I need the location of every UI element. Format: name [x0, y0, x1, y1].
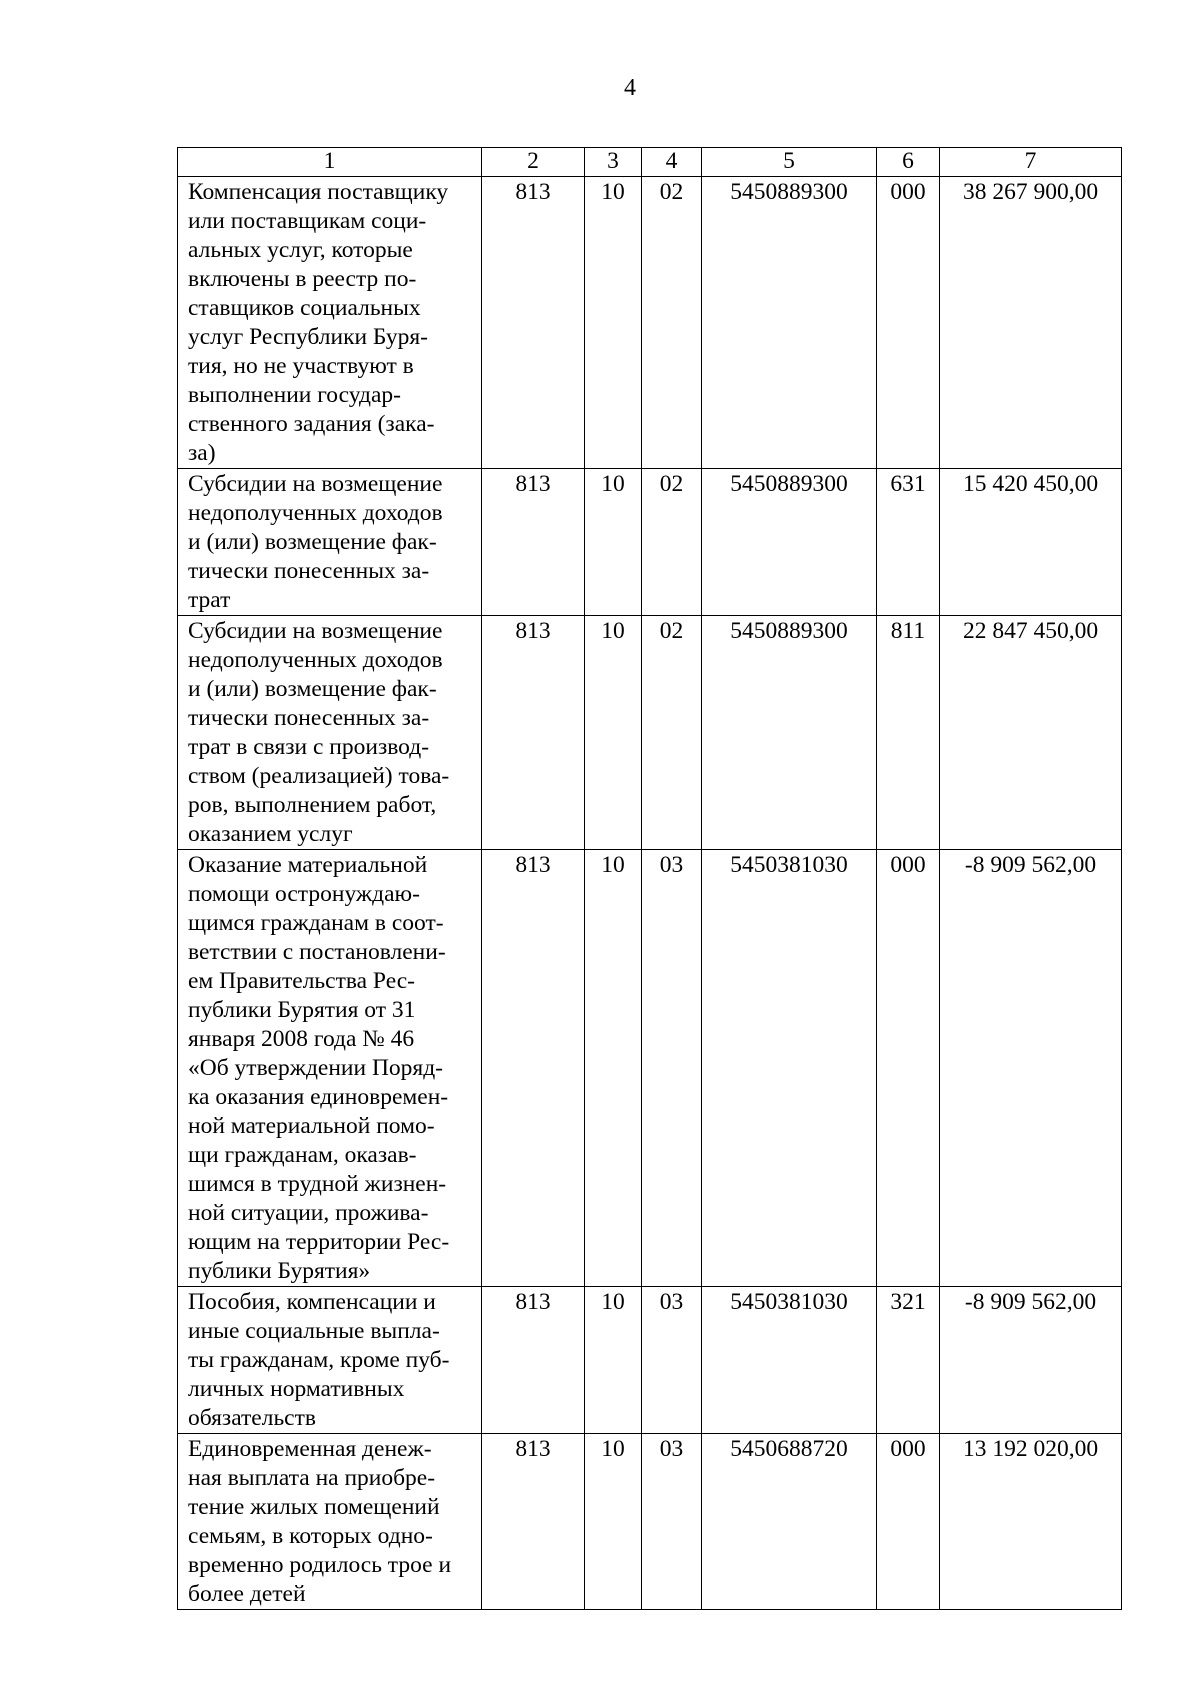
- column-header: 1: [178, 148, 482, 177]
- description-line: за): [188, 440, 216, 466]
- description-line: ка оказания единовремен-: [188, 1084, 449, 1110]
- gr-code-cell: 813: [482, 1434, 585, 1610]
- gr-code-cell: 813: [482, 850, 585, 1287]
- gr-code-cell: 813: [482, 616, 585, 850]
- column-header: 6: [877, 148, 940, 177]
- description-line: или поставщикам соци-: [188, 208, 427, 234]
- description-line: ставщиков социальных: [188, 295, 421, 321]
- amount-cell: 38 267 900,00: [940, 177, 1122, 469]
- description-line: и (или) возмещение фак-: [188, 676, 437, 702]
- target-article-cell: 5450381030: [702, 1287, 877, 1434]
- description-line: ной ситуации, прожива-: [188, 1200, 429, 1226]
- description-line: недополученных доходов: [188, 647, 443, 673]
- description-line: недополученных доходов: [188, 500, 443, 526]
- description-line: ветствии с постановлени-: [188, 939, 446, 965]
- table-row: [178, 1287, 1122, 1434]
- target-article-cell: 5450889300: [702, 616, 877, 850]
- description-line: января 2008 года № 46: [188, 1026, 415, 1052]
- table-row: [178, 850, 1122, 1287]
- column-header: 7: [940, 148, 1122, 177]
- description-line: альных услуг, которые: [188, 237, 413, 263]
- expense-type-cell: 000: [877, 1434, 940, 1610]
- section-cell: 10: [585, 616, 642, 850]
- row-description: [178, 1434, 482, 1610]
- description-line: выполнении государ-: [188, 382, 401, 408]
- description-line: ющим на территории Рес-: [188, 1229, 450, 1255]
- section-cell: 10: [585, 1287, 642, 1434]
- budget-table: [177, 147, 1122, 1610]
- description-line: ров, выполнением работ,: [188, 792, 437, 818]
- description-line: тически понесенных за-: [188, 558, 430, 584]
- column-header: 5: [702, 148, 877, 177]
- subsection-cell: 02: [642, 469, 702, 616]
- description-line: ной материальной помо-: [188, 1113, 435, 1139]
- description-line: щи гражданам, оказав-: [188, 1142, 417, 1168]
- amount-cell: -8 909 562,00: [940, 850, 1122, 1287]
- description-line: тически понесенных за-: [188, 705, 430, 731]
- row-description: [178, 469, 482, 616]
- description-line: ственного задания (зака-: [188, 411, 435, 437]
- description-line: обязательств: [188, 1405, 316, 1431]
- description-line: помощи остронуждаю-: [188, 881, 420, 907]
- description-line: Пособия, компенсации и: [188, 1289, 436, 1315]
- target-article-cell: 5450688720: [702, 1434, 877, 1610]
- table-body: [178, 177, 1122, 1610]
- table-row: [178, 469, 1122, 616]
- description-line: трат: [188, 587, 231, 613]
- description-line: публики Бурятия»: [188, 1258, 371, 1284]
- target-article-cell: 5450889300: [702, 469, 877, 616]
- table-row: [178, 177, 1122, 469]
- target-article-cell: 5450889300: [702, 177, 877, 469]
- section-cell: 10: [585, 469, 642, 616]
- description-line: ем Правительства Рес-: [188, 968, 415, 994]
- expense-type-cell: 631: [877, 469, 940, 616]
- description-line: Единовременная денеж-: [188, 1436, 432, 1462]
- gr-code-cell: 813: [482, 1287, 585, 1434]
- page-number: 4: [624, 75, 636, 101]
- description-line: ты гражданам, кроме пуб-: [188, 1347, 450, 1373]
- row-description: [178, 850, 482, 1287]
- column-header: 4: [642, 148, 702, 177]
- gr-code-cell: 813: [482, 177, 585, 469]
- description-line: трат в связи с производ-: [188, 734, 430, 760]
- description-line: шимся в трудной жизнен-: [188, 1171, 447, 1197]
- description-line: семьям, в которых одно-: [188, 1523, 433, 1549]
- description-line: услуг Республики Буря-: [188, 324, 428, 350]
- description-line: тение жилых помещений: [188, 1494, 440, 1520]
- gr-code-cell: 813: [482, 469, 585, 616]
- description-line: оказанием услуг: [188, 821, 353, 847]
- description-line: Субсидии на возмещение: [188, 471, 443, 497]
- column-header: 2: [482, 148, 585, 177]
- description-line: Компенсация поставщику: [188, 179, 449, 205]
- table-row: [178, 1434, 1122, 1610]
- amount-cell: 22 847 450,00: [940, 616, 1122, 850]
- description-line: более детей: [188, 1581, 306, 1607]
- description-line: включены в реестр по-: [188, 266, 417, 292]
- subsection-cell: 03: [642, 1287, 702, 1434]
- table-row: [178, 616, 1122, 850]
- description-line: ством (реализацией) това-: [188, 763, 450, 789]
- target-article-cell: 5450381030: [702, 850, 877, 1287]
- header-row: [178, 148, 1122, 177]
- section-cell: 10: [585, 1434, 642, 1610]
- subsection-cell: 02: [642, 177, 702, 469]
- amount-cell: -8 909 562,00: [940, 1287, 1122, 1434]
- amount-cell: 15 420 450,00: [940, 469, 1122, 616]
- description-line: Субсидии на возмещение: [188, 618, 443, 644]
- description-line: временно родилось трое и: [188, 1552, 452, 1578]
- section-cell: 10: [585, 177, 642, 469]
- subsection-cell: 03: [642, 1434, 702, 1610]
- description-line: «Об утверждении Поряд-: [188, 1055, 444, 1081]
- row-description: [178, 616, 482, 850]
- subsection-cell: 03: [642, 850, 702, 1287]
- description-line: личных нормативных: [188, 1376, 405, 1402]
- expense-type-cell: 811: [877, 616, 940, 850]
- column-header: 3: [585, 148, 642, 177]
- section-cell: 10: [585, 850, 642, 1287]
- description-line: щимся гражданам в соот-: [188, 910, 444, 936]
- amount-cell: 13 192 020,00: [940, 1434, 1122, 1610]
- expense-type-cell: 000: [877, 850, 940, 1287]
- description-line: и (или) возмещение фак-: [188, 529, 437, 555]
- description-line: тия, но не участвуют в: [188, 353, 414, 379]
- row-description: [178, 1287, 482, 1434]
- description-line: Оказание материальной: [188, 852, 428, 878]
- expense-type-cell: 000: [877, 177, 940, 469]
- row-description: [178, 177, 482, 469]
- description-line: иные социальные выпла-: [188, 1318, 440, 1344]
- expense-type-cell: 321: [877, 1287, 940, 1434]
- description-line: ная выплата на приобре-: [188, 1465, 436, 1491]
- description-line: публики Бурятия от 31: [188, 997, 416, 1023]
- subsection-cell: 02: [642, 616, 702, 850]
